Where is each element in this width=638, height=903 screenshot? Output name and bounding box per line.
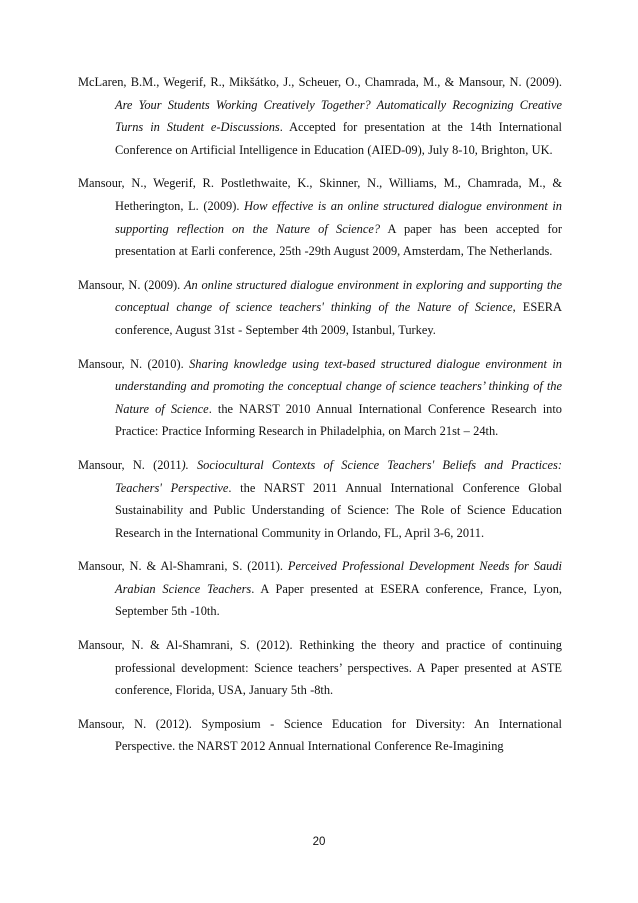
reference-authors: Mansour, N. (2009). xyxy=(78,277,184,292)
reference-details: , ESERA conference, August 31st - September 4th 2009, Istanbul, Turkey. xyxy=(115,300,562,337)
reference-authors: Mansour, N. & Al-Shamrani, S. (2011). xyxy=(78,559,288,574)
reference-entry xyxy=(78,353,562,443)
reference-authors: Mansour, N. & Al-Shamrani, S. (2012). Rethinking the theory and practice of continuing professional development: Science teachers’ perspectives. A Paper presented at ASTE conference, Florida, USA, January 5th -8th. xyxy=(78,638,562,698)
reference-entry xyxy=(78,713,562,758)
reference-title: An online structured dialogue environment in exploring and supporting the conceptual change of science teachers' thinking of the Nature of Science xyxy=(115,277,562,315)
reference-title: ). Sociocultural Contexts of Science Teachers' Beliefs and Practices: Teachers' Perspective xyxy=(115,457,562,495)
reference-entry xyxy=(78,634,562,702)
reference-entry xyxy=(78,71,562,161)
page-number: 20 xyxy=(312,836,326,848)
reference-title: Are Your Students Working Creatively Together? Automatically Recognizing Creative Turns in Student e-Discussions xyxy=(115,97,562,135)
reference-entry xyxy=(78,172,562,262)
reference-details: . the NARST 2010 Annual International Conference Research into Practice: Practice Informing Research in Philadelphia, on March 21st – 24th. xyxy=(115,401,562,439)
reference-entry xyxy=(78,555,562,623)
reference-details: A paper has been accepted for presentation at Earli conference, 25th -29th August 2009, Amsterdam, The Netherlands. xyxy=(115,221,562,259)
reference-title: How effective is an online structured dialogue environment in supporting reflection on the Nature of Science? xyxy=(115,198,562,236)
reference-authors: Mansour, N. (2012). Symposium - Science Education for Diversity: An International Perspective. the NARST 2012 Annual International Conference Re-Imagining xyxy=(78,716,562,754)
reference-authors: McLaren, B.M., Wegerif, R., Mikšátko, J., Scheuer, O., Chamrada, M., & Mansour, N. (2009). xyxy=(78,75,562,89)
reference-title: Sharing knowledge using text-based structured dialogue environment in understanding and promoting the conceptual change of science teachers’ thinking of the Nature of Science xyxy=(115,356,562,416)
reference-entry xyxy=(78,454,562,544)
reference-details: . Accepted for presentation at the 14th International Conference on Artificial Intelligence in Education (AIED-09), July 8-10, Brighton, UK. xyxy=(115,120,562,157)
reference-list xyxy=(78,71,562,769)
reference-authors: Mansour, N., Wegerif, R. Postlethwaite, K., Skinner, N., Williams, M., Chamrada, M., & Hetherington, L. (2009). xyxy=(78,176,562,213)
reference-details: . A Paper presented at ESERA conference, France, Lyon, September 5th -10th. xyxy=(115,581,562,619)
reference-entry xyxy=(78,274,562,342)
reference-title: Perceived Professional Development Needs for Saudi Arabian Science Teachers xyxy=(115,559,562,596)
reference-details: . the NARST 2011 Annual International Conference Global Sustainability and Public Understanding of Science: The Role of Science Education Research in the International Community in Orlando, FL, April 3-6, 2011. xyxy=(115,480,562,540)
reference-authors: Mansour, N. (2011 xyxy=(78,457,182,472)
reference-authors: Mansour, N. (2010). xyxy=(78,356,190,371)
